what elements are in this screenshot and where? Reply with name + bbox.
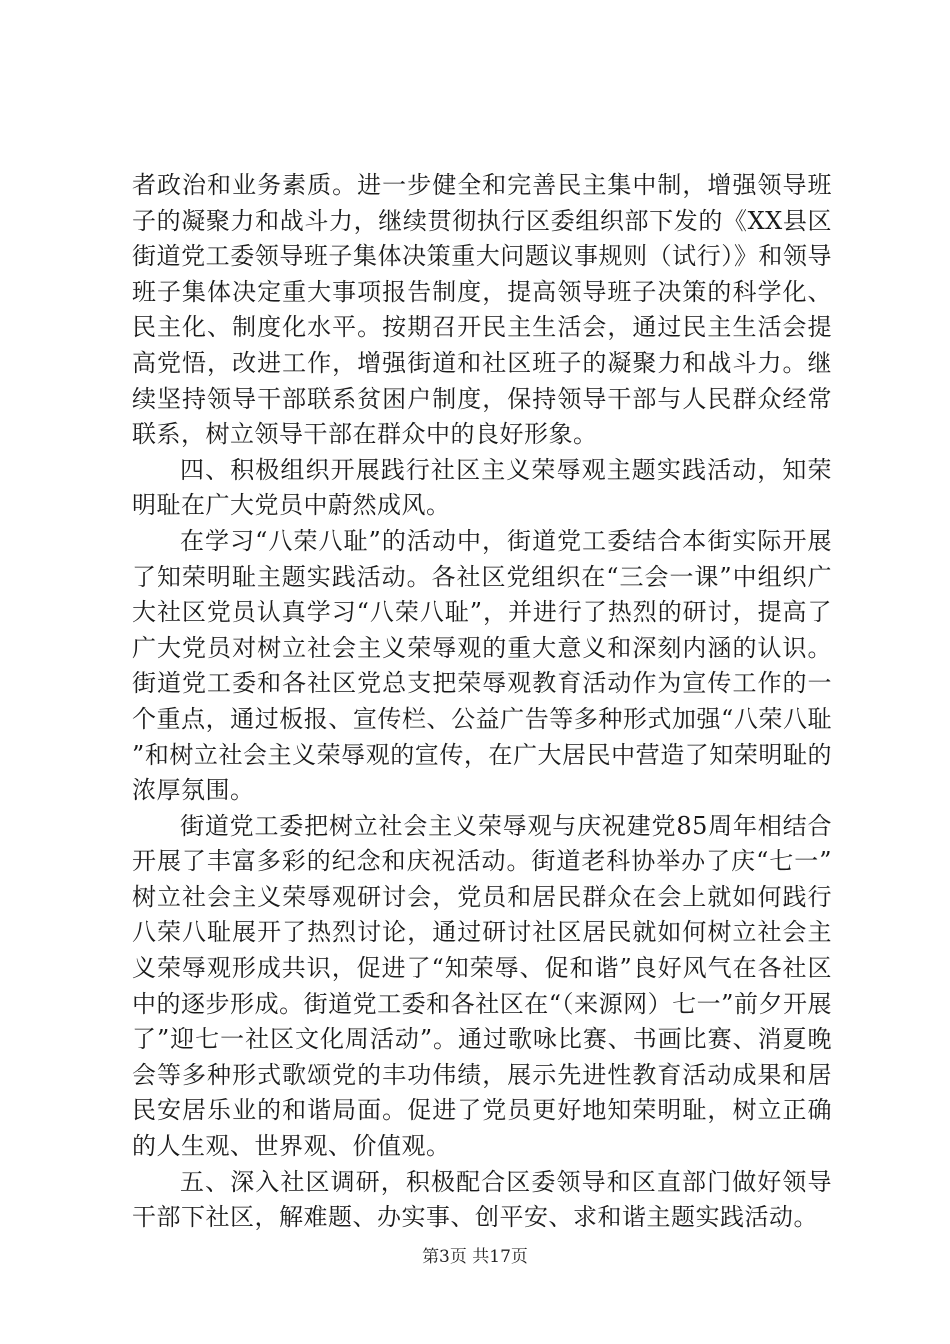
paragraph-3: 在学习“八荣八耻”的活动中，街道党工委结合本街实际开展了知荣明耻主题实践活动。各社区党组织在“三会一课”中组织广大社区党员认真学习“八荣八耻”，并进行了热烈的研讨，提高了广大党员对树立社会主义荣辱观的重大意义和深刻内涵的认识。街道党工委和各社区党总支把荣辱观教育活动作为宣传工作的一个重点，通过板报、宣传栏、公益广告等多种形式加强“八荣八耻”和树立社会主义荣辱观的宣传，在广大居民中营造了知荣明耻的浓厚氛围。 <box>132 526 832 805</box>
paragraph-2-heading: 四、积极组织开展践行社区主义荣辱观主题实践活动，知荣明耻在广大党员中蔚然成风。 <box>132 455 832 520</box>
page-body <box>132 168 832 1236</box>
paragraph-1: 者政治和业务素质。进一步健全和完善民主集中制，增强领导班子的凝聚力和战斗力，继续贯彻执行区委组织部下发的《XX县区街道党工委领导班子集体决策重大问题议事规则（试行）》和领导班子集体决定重大事项报告制度，提高领导班子决策的科学化、民主化、制度化水平。按期召开民主生活会，通过民主生活会提高党悟，改进工作，增强街道和社区班子的凝聚力和战斗力。继续坚持领导干部联系贫困户制度，保持领导干部与人民群众经常联系，树立领导干部在群众中的良好形象。 <box>132 171 832 449</box>
page-footer: 第3页 共17页 <box>422 1247 528 1267</box>
paragraph-5-heading: 五、深入社区调研，积极配合区委领导和区直部门做好领导干部下社区，解难题、办实事、创平安、求和谐主题实践活动。 <box>132 1167 832 1232</box>
paragraph-4: 街道党工委把树立社会主义荣辱观与庆祝建党85周年相结合开展了丰富多彩的纪念和庆祝活动。街道老科协举办了庆“七一”树立社会主义荣辱观研讨会，党员和居民群众在会上就如何践行八荣八耻展开了热烈讨论，通过研讨社区居民就如何树立社会主义荣辱观形成共识，促进了“知荣辱、促和谐”良好风气在各社区中的逐步形成。街道党工委和各社区在“（来源网）七一”前夕开展了”迎七一社区文化周活动”。通过歌咏比赛、书画比赛、消夏晚会等多种形式歌颂党的丰功伟绩，展示先进性教育活动成果和居民安居乐业的和谐局面。促进了党员更好地知荣明耻，树立正确的人生观、世界观、价值观。 <box>132 811 832 1161</box>
